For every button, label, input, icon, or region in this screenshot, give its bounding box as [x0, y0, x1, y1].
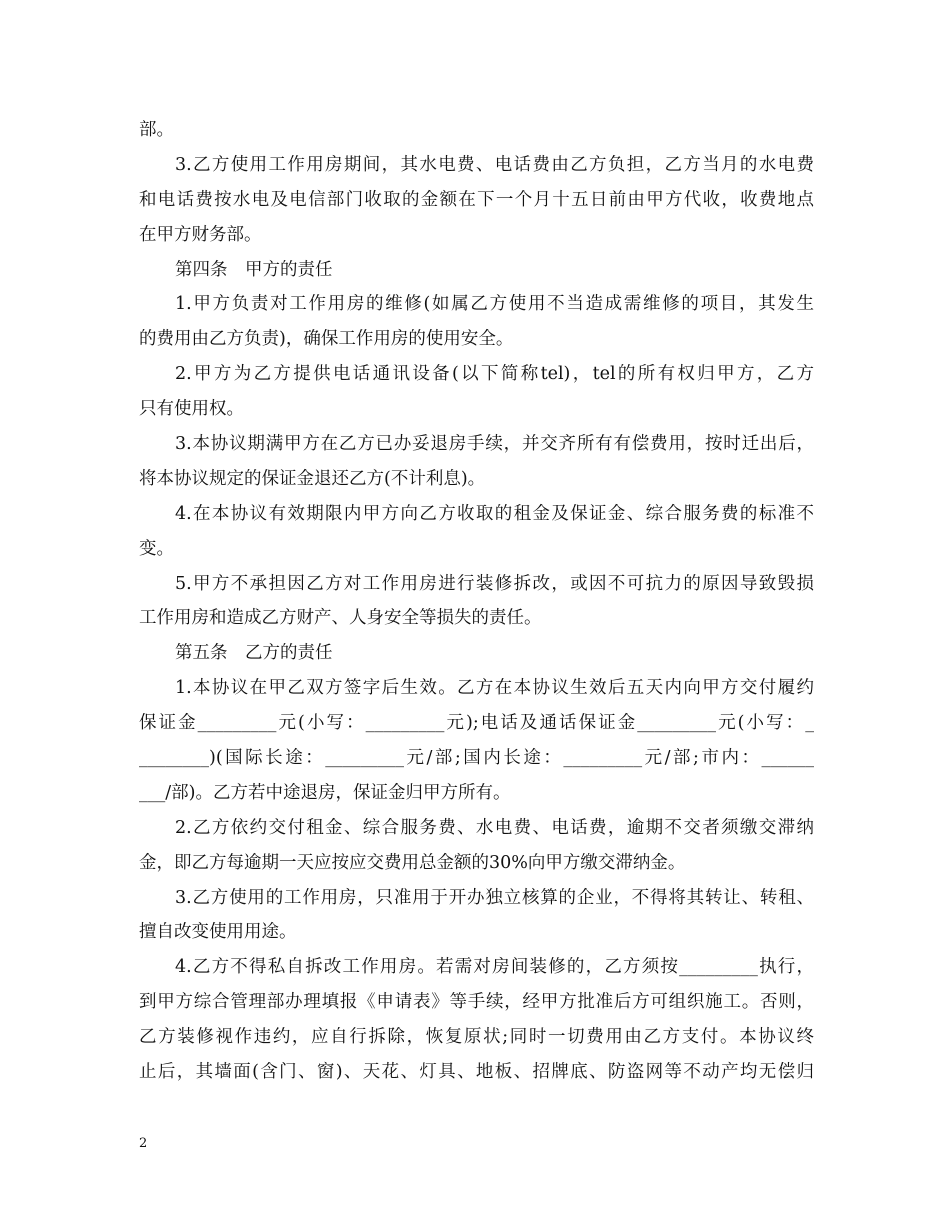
text-line: ________)(国际长途：_________元/部;国内长途：_________元/部;市内：______	[139, 748, 814, 769]
text-line: 变。	[139, 538, 174, 559]
text-line: 金，即乙方每逾期一天应按应交费用总金额的30%向甲方缴交滞纳金。	[139, 852, 686, 873]
text-line: 在甲方财务部。	[139, 224, 262, 245]
text-line: 4.乙方不得私自拆改工作用房。若需对房间装修的，乙方须按_________执行，	[175, 957, 814, 978]
page-number: 2	[139, 1136, 148, 1151]
text-line: 保证金_________元(小写：_________元);电话及通话保证金_________元(小写：_	[139, 713, 814, 734]
text-line: 1.本协议在甲乙双方签字后生效。乙方在本协议生效后五天内向甲方交付履约	[175, 678, 814, 699]
text-line: ___/部)。乙方若中途退房，保证金归甲方所有。	[139, 782, 511, 803]
text-line: 擅自改变使用用途。	[139, 922, 297, 943]
text-line: 2.甲方为乙方提供电话通讯设备(以下简称tel)，tel的所有权归甲方，乙方	[175, 364, 814, 385]
text-line: 部。	[139, 120, 174, 140]
text-line: 1.甲方负责对工作用房的维修(如属乙方使用不当造成需维修的项目，其发生	[175, 294, 814, 315]
text-line: 3.乙方使用的工作用房，只准用于开办独立核算的企业，不得将其转让、转租、	[175, 887, 814, 908]
text-line: 5.甲方不承担因乙方对工作用房进行装修拆改，或因不可抗力的原因导致毁损	[175, 573, 814, 594]
text-line: 的费用由乙方负责)，确保工作用房的使用安全。	[139, 329, 514, 350]
text-line: 第四条 甲方的责任	[175, 259, 333, 280]
document-body	[139, 113, 814, 1090]
text-line: 到甲方综合管理部办理填报《申请表》等手续，经甲方批准后方可组织施工。否则，	[139, 992, 814, 1013]
text-line: 3.本协议期满甲方在乙方已办妥退房手续，并交齐所有有偿费用，按时迁出后，	[175, 434, 814, 455]
text-line: 4.在本协议有效期限内甲方向乙方收取的租金及保证金、综合服务费的标准不	[175, 503, 814, 524]
text-line: 第五条 乙方的责任	[175, 643, 333, 664]
text-line: 3.乙方使用工作用房期间，其水电费、电话费由乙方负担，乙方当月的水电费	[175, 154, 814, 175]
text-line: 只有使用权。	[139, 399, 244, 420]
text-line: 止后，其墙面(含门、窗)、天花、灯具、地板、招牌底、防盗网等不动产均无偿归	[139, 1062, 814, 1083]
text-line: 和电话费按水电及电信部门收取的金额在下一个月十五日前由甲方代收，收费地点	[139, 189, 814, 210]
text-line: 将本协议规定的保证金退还乙方(不计利息)。	[139, 468, 486, 489]
text-line: 乙方装修视作违约，应自行拆除，恢复原状;同时一切费用由乙方支付。本协议终	[139, 1027, 814, 1048]
text-line: 2.乙方依约交付租金、综合服务费、水电费、电话费，逾期不交者须缴交滞纳	[175, 817, 814, 838]
text-line: 工作用房和造成乙方财产、人身安全等损失的责任。	[139, 608, 542, 629]
